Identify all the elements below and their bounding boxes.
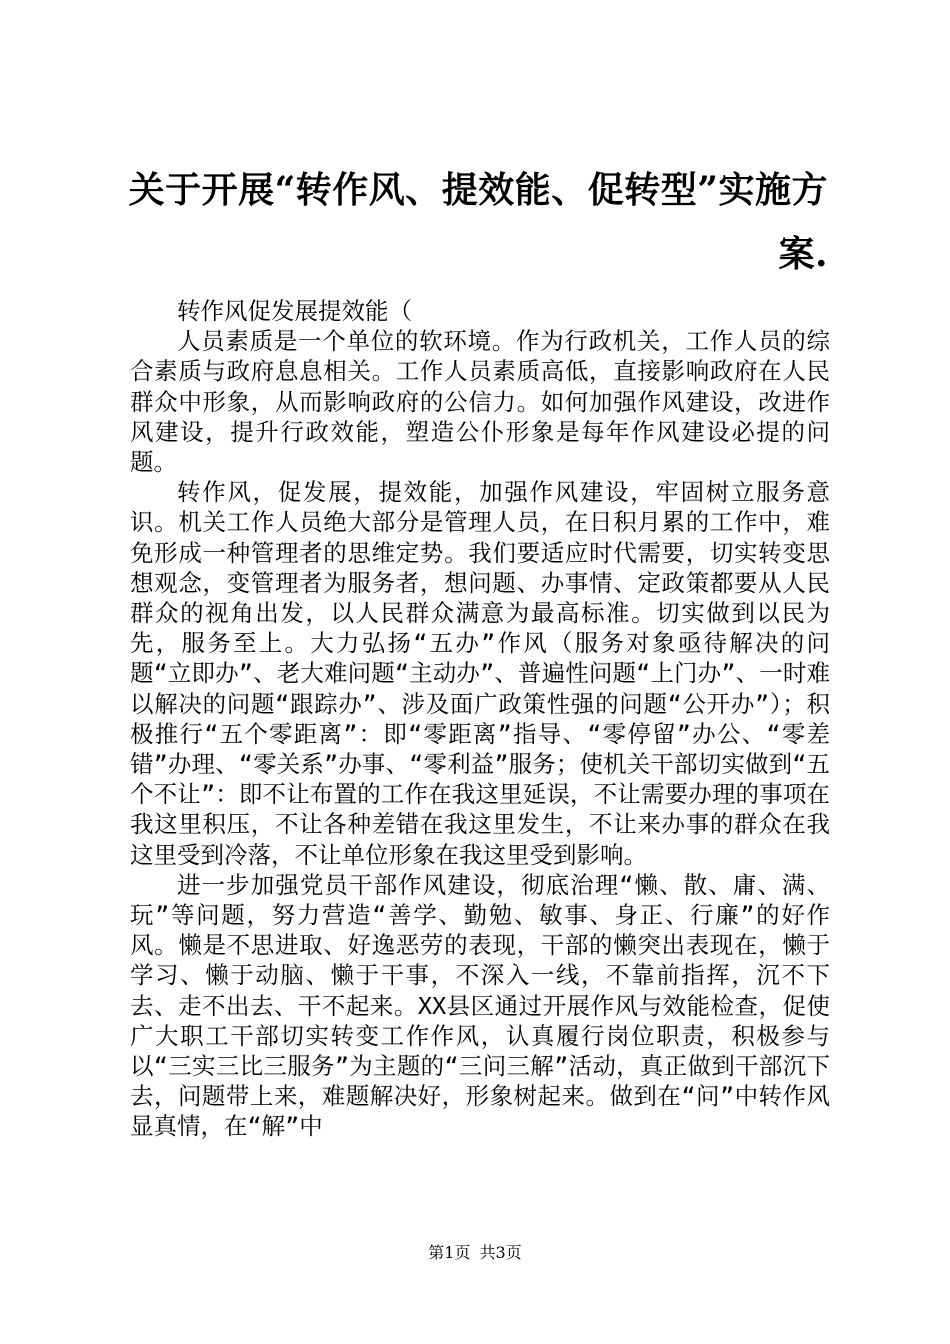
- title-line-2: 案.: [778, 233, 828, 275]
- paragraph-subtitle: 转作风促发展提效能（: [177, 297, 412, 325]
- paragraph-3: 进一步加强党员干部作风建设，彻底治理“懒、散、庸、满、玩”等问题，努力营造“善学、勤勉、敏事、身正、行廉”的好作风。懒是不思进取、好逸恶劳的表现，干部的懒突出表现在，懒于学习、懒于动脑、懒于干事，不深入一线，不靠前指挥，沉不下去、走不出去、干不起来。XX县区通过开展作风与效能检查，促使广大职工干部切实转变工作作风，认真履行岗位职责，积极参与以“三实三比三服务”为主题的“三问三解”活动，真正做到干部沉下去，问题带上来，难题解决好，形象树起来。做到在“问”中转作风显真情，在“解”中: [130, 870, 830, 1141]
- paragraph-2: 转作风，促发展，提效能，加强作风建设，牢固树立服务意识。机关工作人员绝大部分是管理人员，在日积月累的工作中，难免形成一种管理者的思维定势。我们要适应时代需要，切实转变思想观念，变管理者为服务者，想问题、办事情、定政策都要从人民群众的视角出发，以人民群众满意为最高标准。切实做到以民为先，服务至上。大力弘扬“五办”作风（服务对象亟待解决的问题“立即办”、老大难问题“主动办”、普遍性问题“上门办”、一时难以解决的问题“跟踪办”、涉及面广政策性强的问题“公开办”）；积极推行“五个零距离”：即“零距离”指导、“零停留”办公、“零差错”办理、“零关系”办事、“零利益”服务；使机关干部切实做到“五个不让”：即不让布置的工作在我这里延误，不让需要办理的事项在我这里积压，不让各种差错在我这里发生，不让来办事的群众在我这里受到冷落，不让单位形象在我这里受到影响。: [130, 478, 830, 869]
- title-line-1: 关于开展“转作风、提效能、促转型”实施方: [128, 169, 828, 211]
- page-total: 共3页: [479, 1243, 522, 1262]
- paragraph-1: 人员素质是一个单位的软环境。作为行政机关，工作人员的综合素质与政府息息相关。工作人员素质高低，直接影响政府在人民群众中形象，从而影响政府的公信力。如何加强作风建设，改进作风建设，提升行政效能，塑造公仆形象是每年作风建设必提的问题。: [130, 327, 830, 477]
- document-title: [128, 158, 828, 286]
- page-footer: [0, 1243, 950, 1263]
- page-number: 第1页: [428, 1243, 471, 1262]
- document-body: [130, 296, 830, 1142]
